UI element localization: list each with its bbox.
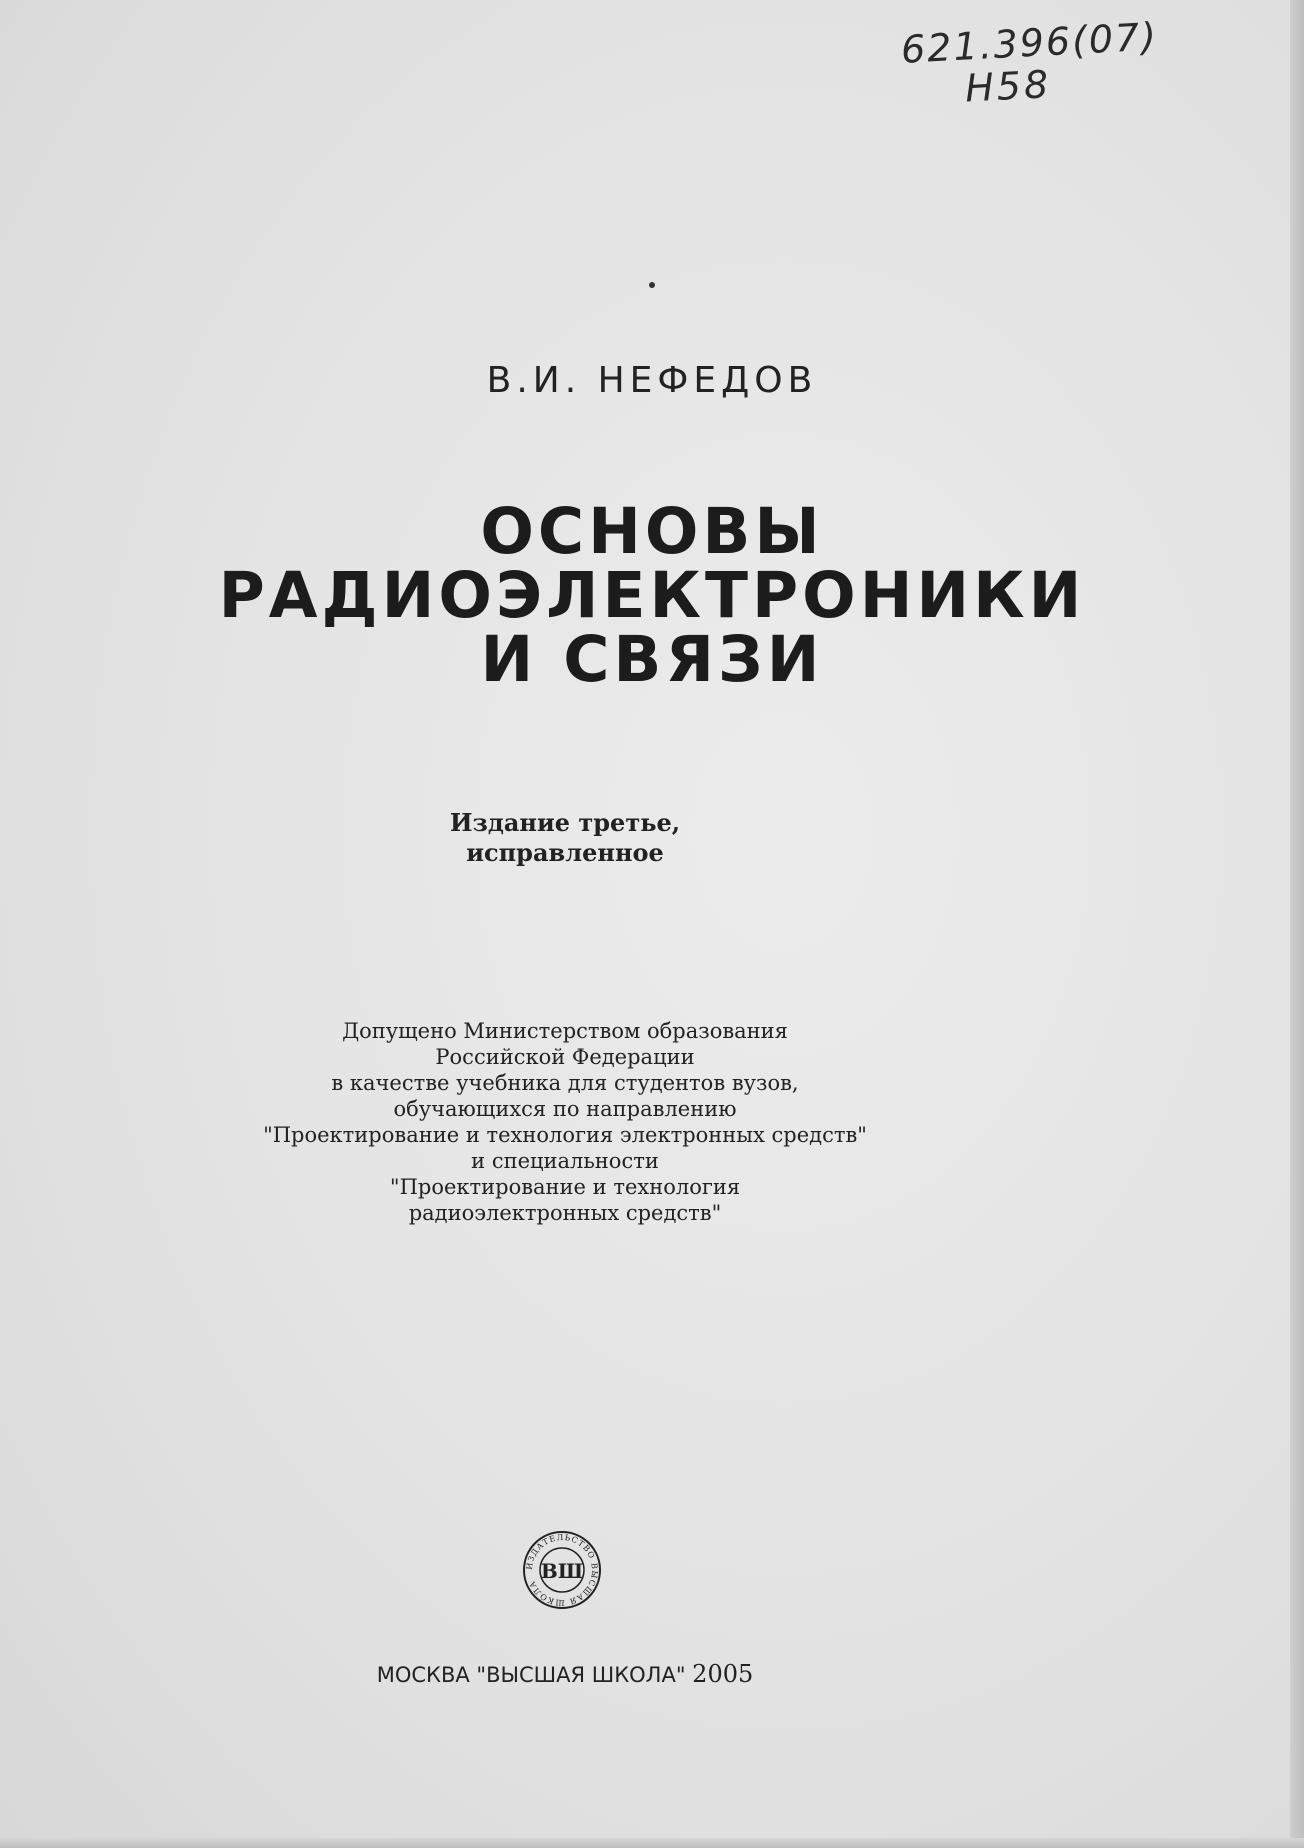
imprint-year: 2005 (692, 1660, 754, 1688)
approval-line: Российской Федерации (435, 1045, 695, 1069)
approval-line: "Проектирование и технология (389, 1175, 741, 1199)
page-edge-bottom (0, 1838, 1304, 1848)
edition-line-2: исправленное (466, 838, 664, 867)
approval-line: "Проектирование и технология электронных средств" (263, 1123, 867, 1147)
title-line-1: ОСНОВЫ (480, 495, 824, 568)
imprint-place-publisher: МОСКВА "ВЫСШАЯ ШКОЛА" (376, 1663, 686, 1687)
seal-ring-text: ИЗДАТЕЛЬСТВО ВЫСШАЯ ШКОЛА (524, 1532, 600, 1608)
author-name: В.И. НЕФЕДОВ (486, 360, 818, 401)
approval-line: Допущено Министерством образования (342, 1019, 788, 1043)
shelfmark-classification: 621.396(07) (899, 14, 1160, 72)
approval-statement (0, 1018, 1130, 1226)
edition-note (0, 808, 1130, 868)
print-speck (649, 282, 655, 288)
approval-line: и специальности (471, 1149, 659, 1173)
imprint (0, 1660, 1130, 1688)
approval-line: обучающихся по направлению (393, 1097, 737, 1121)
library-shelfmark (900, 12, 1204, 114)
title-line-3: И СВЯЗИ (480, 623, 824, 696)
book-title (0, 495, 1304, 696)
edition-line-1: Издание третье, (449, 808, 681, 837)
approval-line: радиоэлектронных средств" (408, 1201, 722, 1225)
publisher-seal-icon (522, 1530, 602, 1610)
title-line-2: РАДИОЭЛЕКТРОНИКИ (218, 559, 1086, 632)
seal-monogram: ВШ (540, 1559, 584, 1583)
shelfmark-author-code: Н58 (964, 62, 1053, 111)
page-edge-right (1290, 0, 1304, 1848)
approval-line: в качестве учебника для студентов вузов, (331, 1071, 799, 1095)
